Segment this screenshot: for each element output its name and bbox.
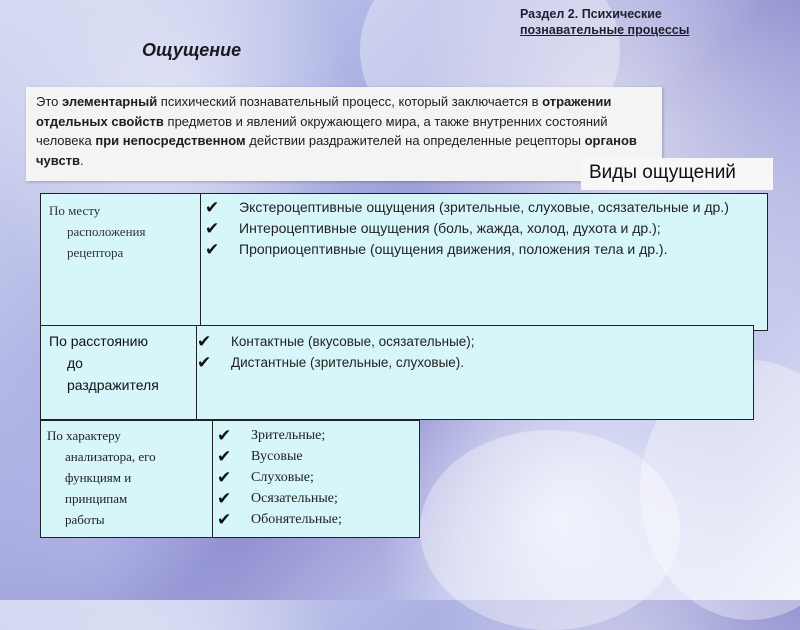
table-label-line: работы bbox=[65, 512, 105, 527]
list-item bbox=[217, 425, 413, 446]
definition-bold: при непосредственном bbox=[95, 133, 246, 148]
table-label-line: По характеру bbox=[47, 428, 121, 443]
table-label-cell bbox=[41, 194, 201, 330]
list-item-text: Проприоцептивные (ощущения движения, положения тела и др.). bbox=[239, 241, 668, 257]
list-item-text: Слуховые; bbox=[251, 470, 314, 485]
definition-bold: элементарный bbox=[62, 94, 158, 109]
checkmark-icon: ✔ bbox=[197, 353, 212, 372]
checkmark-icon: ✔ bbox=[217, 426, 232, 445]
checkmark-icon: ✔ bbox=[205, 240, 220, 259]
list-item bbox=[205, 197, 759, 218]
section-line-1: Раздел 2. Психические bbox=[520, 7, 662, 21]
list-item bbox=[205, 239, 759, 260]
list-item-text: Обонятельные; bbox=[251, 512, 342, 527]
classification-table-location bbox=[40, 193, 768, 331]
list-item-text: Зрительные; bbox=[251, 428, 326, 443]
table-label-line: функциям и bbox=[65, 470, 132, 485]
checkmark-icon: ✔ bbox=[217, 510, 232, 529]
definition-bold: отражении отдельных свойств bbox=[36, 94, 612, 129]
table-label-line: раздражителя bbox=[67, 377, 159, 393]
definition-text: действии раздражителей на определенные рецепторы bbox=[245, 133, 585, 148]
definition-text: Это bbox=[36, 94, 62, 109]
checkmark-icon: ✔ bbox=[217, 468, 232, 487]
table-items-cell bbox=[201, 194, 767, 330]
list-item-text: Интероцептивные ощущения (боль, жажда, холод, духота и др.); bbox=[239, 220, 661, 236]
list-item-text: Осязательные; bbox=[251, 491, 338, 506]
page-title: Ощущение bbox=[142, 40, 242, 60]
table-label-line: анализатора, его bbox=[65, 449, 156, 464]
definition-text: психический познавательный процесс, который заключается в bbox=[157, 94, 543, 109]
definition-bold: органов чувств bbox=[36, 133, 637, 168]
table-label-cell bbox=[41, 326, 197, 419]
checkmark-icon: ✔ bbox=[217, 489, 232, 508]
table-label-line: до bbox=[67, 355, 83, 371]
section-line-2: познавательные процессы bbox=[520, 23, 690, 37]
checkmark-icon: ✔ bbox=[205, 198, 220, 217]
table-label-cell bbox=[41, 421, 213, 537]
list-item bbox=[197, 331, 745, 352]
list-item-text: Дистантные (зрительные, слуховые). bbox=[231, 355, 465, 370]
checkmark-icon: ✔ bbox=[197, 332, 212, 351]
definition-box bbox=[26, 87, 662, 181]
background-petal bbox=[420, 430, 680, 630]
table-label-line: По месту bbox=[49, 203, 101, 218]
table-label-line: принципам bbox=[65, 491, 128, 506]
section-header bbox=[520, 6, 750, 38]
list-item bbox=[197, 352, 745, 373]
kinds-title: Виды ощущений bbox=[581, 158, 773, 190]
table-items-cell bbox=[197, 326, 753, 419]
checkmark-icon: ✔ bbox=[205, 219, 220, 238]
list-item-text: Экстероцептивные ощущения (зрительные, слуховые, осязательные и др.) bbox=[239, 199, 729, 215]
list-item bbox=[217, 488, 413, 509]
list-item bbox=[217, 509, 413, 530]
list-item-text: Вусовые bbox=[251, 449, 303, 464]
classification-table-analyzer bbox=[40, 420, 420, 538]
table-label-line: По расстоянию bbox=[49, 333, 148, 349]
table-items-cell bbox=[213, 421, 419, 537]
list-item bbox=[217, 446, 413, 467]
checkmark-icon: ✔ bbox=[217, 447, 232, 466]
table-label-line: рецептора bbox=[67, 245, 124, 260]
list-item bbox=[205, 218, 759, 239]
classification-table-distance bbox=[40, 325, 754, 420]
definition-text: . bbox=[80, 152, 84, 168]
definition-text: предметов и явлений окружающего мира, а также внутренних состояний человека bbox=[36, 113, 608, 148]
list-item bbox=[217, 467, 413, 488]
list-item-text: Контактные (вкусовые, осязательные); bbox=[231, 334, 475, 349]
table-label-line: расположения bbox=[67, 224, 146, 239]
